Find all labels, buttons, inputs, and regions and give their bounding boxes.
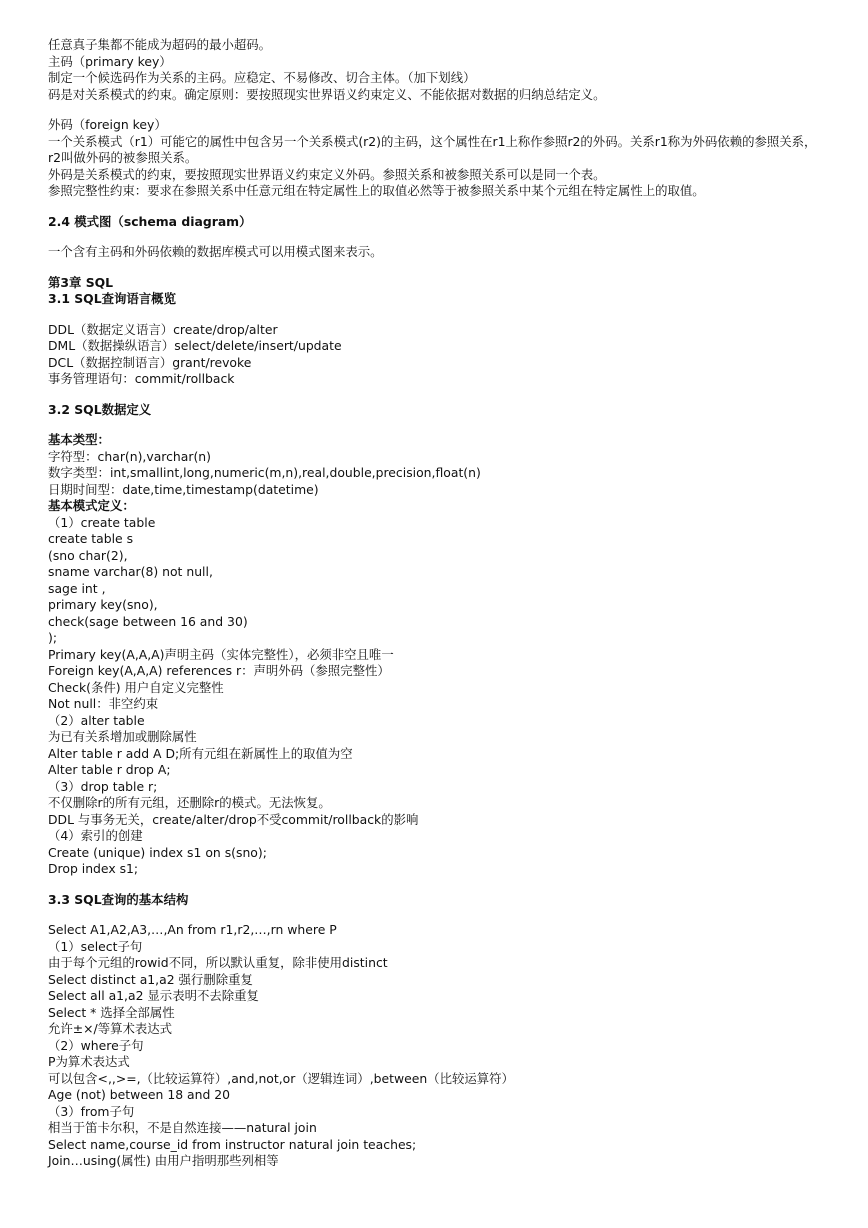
text-line: Alter table r drop A;	[48, 762, 171, 777]
text-line: Primary key(A,A,A)声明主码（实体完整性），必须非空且唯一	[48, 646, 394, 662]
text-line: Select distinct a1,a2 强行删除重复	[48, 971, 253, 987]
text-line: Age (not) between 18 and 20	[48, 1087, 231, 1102]
text-line: Drop index s1;	[48, 861, 139, 876]
text-line: Select name,course_id from instructor natural join teaches;	[48, 1136, 417, 1152]
text-line: 日期时间型：date,time,timestamp(datetime)	[48, 481, 319, 497]
text-line: 外码是关系模式的约束，要按照现实世界语义约束定义外码。参照关系和被参照关系可以是同一个表。	[48, 166, 606, 182]
text-line: );	[48, 630, 58, 645]
section-heading: 基本模式定义：	[48, 498, 135, 513]
text-line: 事务管理语句：commit/rollback	[48, 371, 235, 386]
text-line: 允许±×/等算术表达式	[48, 1021, 173, 1036]
text-line: 由于每个元组的rowid不同，所以默认重复，除非使用distinct	[48, 955, 388, 970]
text-line: Alter table r add A D;所有元组在新属性上的取值为空	[48, 745, 353, 761]
text-line: DDL（数据定义语言）create/drop/alter	[48, 321, 278, 337]
text-line: Join…using(属性) 由用户指明那些列相等	[48, 1153, 279, 1168]
text-line: 可以包含<,,>=,（比较运算符）,and,not,or（逻辑连词）,between（比较运算符）	[48, 1070, 514, 1086]
text-line: 一个关系模式（r1）可能它的属性中包含另一个关系模式(r2)的主码，这个属性在r1上称作参照r2的外码。关系r1称为外码依赖的参照关系，r2叫做外码的被参照关系。	[48, 133, 817, 165]
text-line: 一个含有主码和外码依赖的数据库模式可以用模式图来表示。	[48, 244, 383, 259]
text-line: Select * 选择全部属性	[48, 1004, 175, 1020]
text-line: Select all a1,a2 显示表明不去除重复	[48, 988, 259, 1003]
text-line: DCL（数据控制语言）grant/revoke	[48, 354, 252, 370]
text-line: 字符型：char(n),varchar(n)	[48, 448, 211, 464]
text-line: 任意真子集都不能成为超码的最小超码。	[48, 37, 272, 52]
text-line: sage int ,	[48, 580, 106, 596]
text-line: （3）from子句	[48, 1103, 135, 1119]
text-line: Not null：非空约束	[48, 696, 159, 711]
paragraph-spacer	[48, 230, 868, 244]
text-line: 码是对关系模式的约束。确定原则：要按照现实世界语义约束定义、不能依据对数据的归纳总结定义。	[48, 86, 606, 102]
paragraph-spacer	[48, 261, 868, 275]
text-line: （4）索引的创建	[48, 828, 143, 843]
text-line: sname varchar(8) not null,	[48, 564, 213, 579]
section-heading: 3.2 SQL数据定义	[48, 401, 152, 417]
text-line: primary key(sno),	[48, 597, 158, 612]
text-line: 制定一个候选码作为关系的主码。应稳定、不易修改、切合主体。（加下划线）	[48, 70, 476, 85]
text-line: 参照完整性约束：要求在参照关系中任意元组在特定属性上的取值必然等于被参照关系中某个元组在特定属性上的取值。	[48, 183, 705, 198]
paragraph-spacer	[48, 908, 868, 922]
text-line: Foreign key(A,A,A) references r：声明外码（参照完整性）	[48, 663, 390, 678]
paragraph-spacer	[48, 103, 868, 117]
text-line: 为已有关系增加或删除属性	[48, 729, 197, 744]
text-line: 主码（primary key）	[48, 53, 172, 69]
text-line: （2）alter table	[48, 712, 145, 728]
text-line: （1）create table	[48, 514, 156, 530]
paragraph-spacer	[48, 388, 868, 402]
paragraph-spacer	[48, 878, 868, 892]
text-line: 相当于笛卡尔积，不是自然连接——natural join	[48, 1120, 317, 1135]
text-line: P为算术表达式	[48, 1054, 130, 1069]
text-line: （1）select子句	[48, 938, 143, 954]
text-line: Create (unique) index s1 on s(sno);	[48, 844, 267, 860]
paragraph-spacer	[48, 200, 868, 214]
text-line: DML（数据操纵语言）select/delete/insert/update	[48, 338, 342, 353]
text-line: check(sage between 16 and 30)	[48, 613, 248, 629]
text-line: Check(条件) 用户自定义完整性	[48, 679, 224, 695]
section-heading: 第3章 SQL	[48, 274, 114, 290]
section-heading: 2.4 模式图（schema diagram）	[48, 213, 252, 229]
paragraph-spacer	[48, 308, 868, 322]
text-line: Select A1,A2,A3,…,An from r1,r2,…,rn where P	[48, 922, 337, 937]
section-heading: 3.3 SQL查询的基本结构	[48, 891, 189, 907]
section-heading: 基本类型：	[48, 432, 110, 447]
text-line: 数字类型：int,smallint,long,numeric(m,n),real,double,precision,float(n)	[48, 465, 481, 480]
text-line: DDL 与事务无关，create/alter/drop不受commit/rollback的影响	[48, 811, 419, 827]
text-line: （2）where子句	[48, 1037, 144, 1053]
text-line: create table s	[48, 531, 134, 546]
text-line: 不仅删除r的所有元组，还删除r的模式。无法恢复。	[48, 795, 331, 810]
section-heading: 3.1 SQL查询语言概览	[48, 291, 176, 306]
text-line: 外码（foreign key）	[48, 117, 167, 132]
paragraph-spacer	[48, 418, 868, 432]
text-line: (sno char(2),	[48, 547, 128, 563]
text-line: （3）drop table r;	[48, 778, 158, 794]
